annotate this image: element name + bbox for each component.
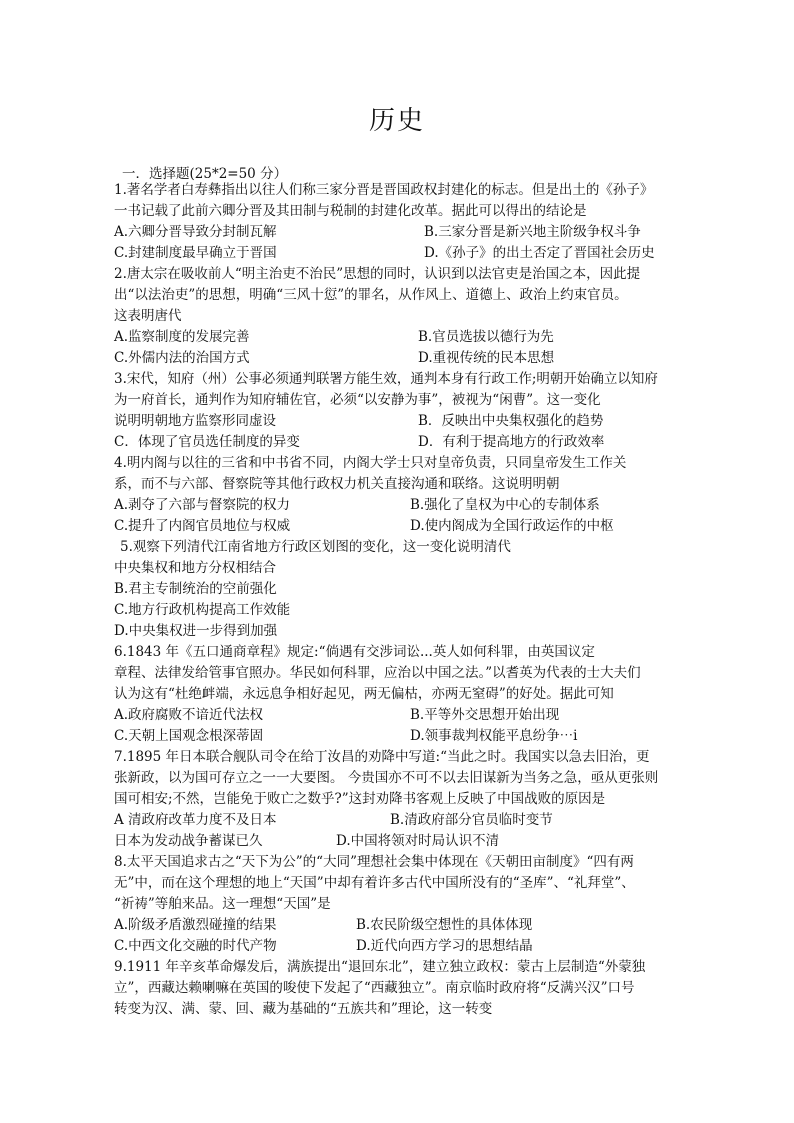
option-b: B.清政府部分官员临时变节 xyxy=(390,812,553,828)
option-b: B.官员选拔以德行为先 xyxy=(418,329,554,345)
option-c: C.封建制度最早确立于晋国 xyxy=(114,245,277,261)
question-stem-line: 出“以法治吏”的思想，明确“三风十愆”的罪名，从作风上、道德上、政治上约束官员。 xyxy=(114,287,628,303)
page-title: 历史 xyxy=(368,106,425,136)
question-7 xyxy=(114,747,684,852)
option-a: 中央集权和地方分权相结合 xyxy=(114,560,276,576)
question-stem-line: “祈祷”等舶来品。这一理想“天国”是 xyxy=(114,896,331,912)
question-stem-line: 国可相安;不然，岂能免于败亡之数乎?”这封劝降书客观上反映了中国战败的原因是 xyxy=(114,791,606,807)
option-c: C.提升了内阁官员地位与权威 xyxy=(114,518,291,534)
question-stem-line: 立”，西藏达赖喇嘛在英国的唆使下发起了“西藏独立”。南京临时政府将“反满兴汉”口号 xyxy=(114,980,635,996)
question-stem-line: 认为这有“杜绝衅端，永远息争相好起见，两无偏枯，亦两无窒碍”的好处。据此可知 xyxy=(114,686,614,702)
question-stem-line: 1.著名学者白寿彝指出以往人们称三家分晋是晋国政权封建化的标志。但是出土的《孙子》 xyxy=(114,182,654,198)
question-stem-line: 一书记载了此前六卿分晋及其田制与税制的封建化改革。据此可以得出的结论是 xyxy=(114,203,587,219)
option-d: D.领事裁判权能平息纷争⋯i xyxy=(410,728,578,744)
option-a: A 清政府改革力度不及日本 xyxy=(114,812,277,828)
option-b: B.农民阶级空想性的具体体现 xyxy=(356,917,533,933)
option-a: A.监察制度的发展完善 xyxy=(114,329,250,345)
question-4 xyxy=(114,453,684,537)
option-a: A.六卿分晋导致分封制瓦解 xyxy=(114,224,277,240)
question-stem-line: 2.唐太宗在吸收前人“明主治吏不治民”思想的同时，认识到以法官吏是治国之本，因此提 xyxy=(114,266,641,282)
option-d: D.使内阁成为全国行政运作的中枢 xyxy=(410,518,614,534)
question-stem-line: 张新政，以为国可存立之一一大要图。 今贵国亦不可不以去旧谋新为当务之急，亟从更张则 xyxy=(114,770,659,786)
question-stem-line: 章程、法律发给管事官照办。华民如何科罪，应治以中国之法。”以耆英为代表的士大夫们 xyxy=(114,665,641,681)
question-6 xyxy=(114,642,684,747)
question-9 xyxy=(114,957,684,1020)
option-a: A.政府腐败不谙近代法权 xyxy=(114,707,264,723)
question-stem-line: 9.1911 年辛亥革命爆发后，满族提出“退回东北”，建立独立政权：蒙古上层制造“外蒙独 xyxy=(114,959,646,975)
option-d: D．有利于提高地方的行政效率 xyxy=(418,434,605,450)
option-c: C.地方行政机构提高工作效能 xyxy=(114,602,291,618)
option-c: C.外儒内法的治国方式 xyxy=(114,350,250,366)
question-stem-line: 8.太平天国追求古之“天下为公”的“大同”理想社会集中体现在《天朝田亩制度》“四有两 xyxy=(114,854,634,870)
option-b: B.强化了皇权为中心的专制体系 xyxy=(410,497,600,513)
option-a: A.阶级矛盾激烈碰撞的结果 xyxy=(114,917,277,933)
question-8 xyxy=(114,852,684,957)
option-a: A.剥夺了六部与督察院的权力 xyxy=(114,497,291,513)
question-stem-line: 3.宋代，知府（州）公事必须通判联署方能生效，通判本身有行政工作;明朝开始确立以知府 xyxy=(114,371,658,387)
option-d: D.近代向西方学习的思想结晶 xyxy=(356,938,533,954)
question-5 xyxy=(114,537,684,642)
option-c: 日本为发动战争蓄谋已久 xyxy=(114,833,263,849)
question-3 xyxy=(114,369,684,453)
option-b: B．反映出中央集权强化的趋势 xyxy=(418,413,604,429)
option-a: 说明明朝地方监察形同虚设 xyxy=(114,413,276,429)
question-stem-line: 5.观察下列清代江南省地方行政区划图的变化，这一变化说明清代 xyxy=(120,539,511,555)
option-c: C．体现了官员选任制度的异变 xyxy=(114,434,300,450)
question-stem-line: 6.1843 年《五口通商章程》规定:“倘遇有交涉词讼...英人如何科罪，由英国议定 xyxy=(114,644,595,660)
option-c: C.天朝上国观念根深蒂固 xyxy=(114,728,264,744)
option-b: B.平等外交思想开始出现 xyxy=(410,707,560,723)
question-stem-line: 4.明内阁与以往的三省和中书省不同，内阁大学士只对皇帝负责，只同皇帝发生工作关 xyxy=(114,455,627,471)
section-header: 一．选择题(25*2=50 分） xyxy=(122,166,288,182)
question-list xyxy=(114,180,684,1020)
question-stem-line: 这表明唐代 xyxy=(114,308,182,324)
question-1 xyxy=(114,180,684,264)
option-b: B.君主专制统治的空前强化 xyxy=(114,581,277,597)
option-d: D.重视传统的民本思想 xyxy=(418,350,555,366)
option-c: C.中西文化交融的时代产物 xyxy=(114,938,277,954)
option-d: D.中央集权进一步得到加强 xyxy=(114,623,278,639)
question-stem-line: 无”中，而在这个理想的地上“天国”中却有着许多古代中国所没有的“圣库”、“礼拜堂”、 xyxy=(114,875,635,891)
question-2 xyxy=(114,264,684,369)
question-stem-line: 为一府首长，通判作为知府辅佐官，必须“以安静为事”，被视为“闲曹”。这一变化 xyxy=(114,392,601,408)
option-b: B.三家分晋是新兴地主阶级争权斗争 xyxy=(424,224,641,240)
question-stem-line: 系，而不与六部、督察院等其他行政权力机关直接沟通和联络。这说明明朝 xyxy=(114,476,560,492)
option-d: D.《孙子》的出土否定了晋国社会历史 xyxy=(424,245,655,261)
option-d: D.中国将领对时局认识不清 xyxy=(336,833,500,849)
question-stem-line: 7.1895 年日本联合舰队司令在给丁汝昌的劝降中写道:“当此之时。我国实以急去旧治，更 xyxy=(114,749,650,765)
question-stem-line: 转变为汉、满、蒙、回、藏为基础的“五族共和”理论，这一转变 xyxy=(114,1001,493,1017)
